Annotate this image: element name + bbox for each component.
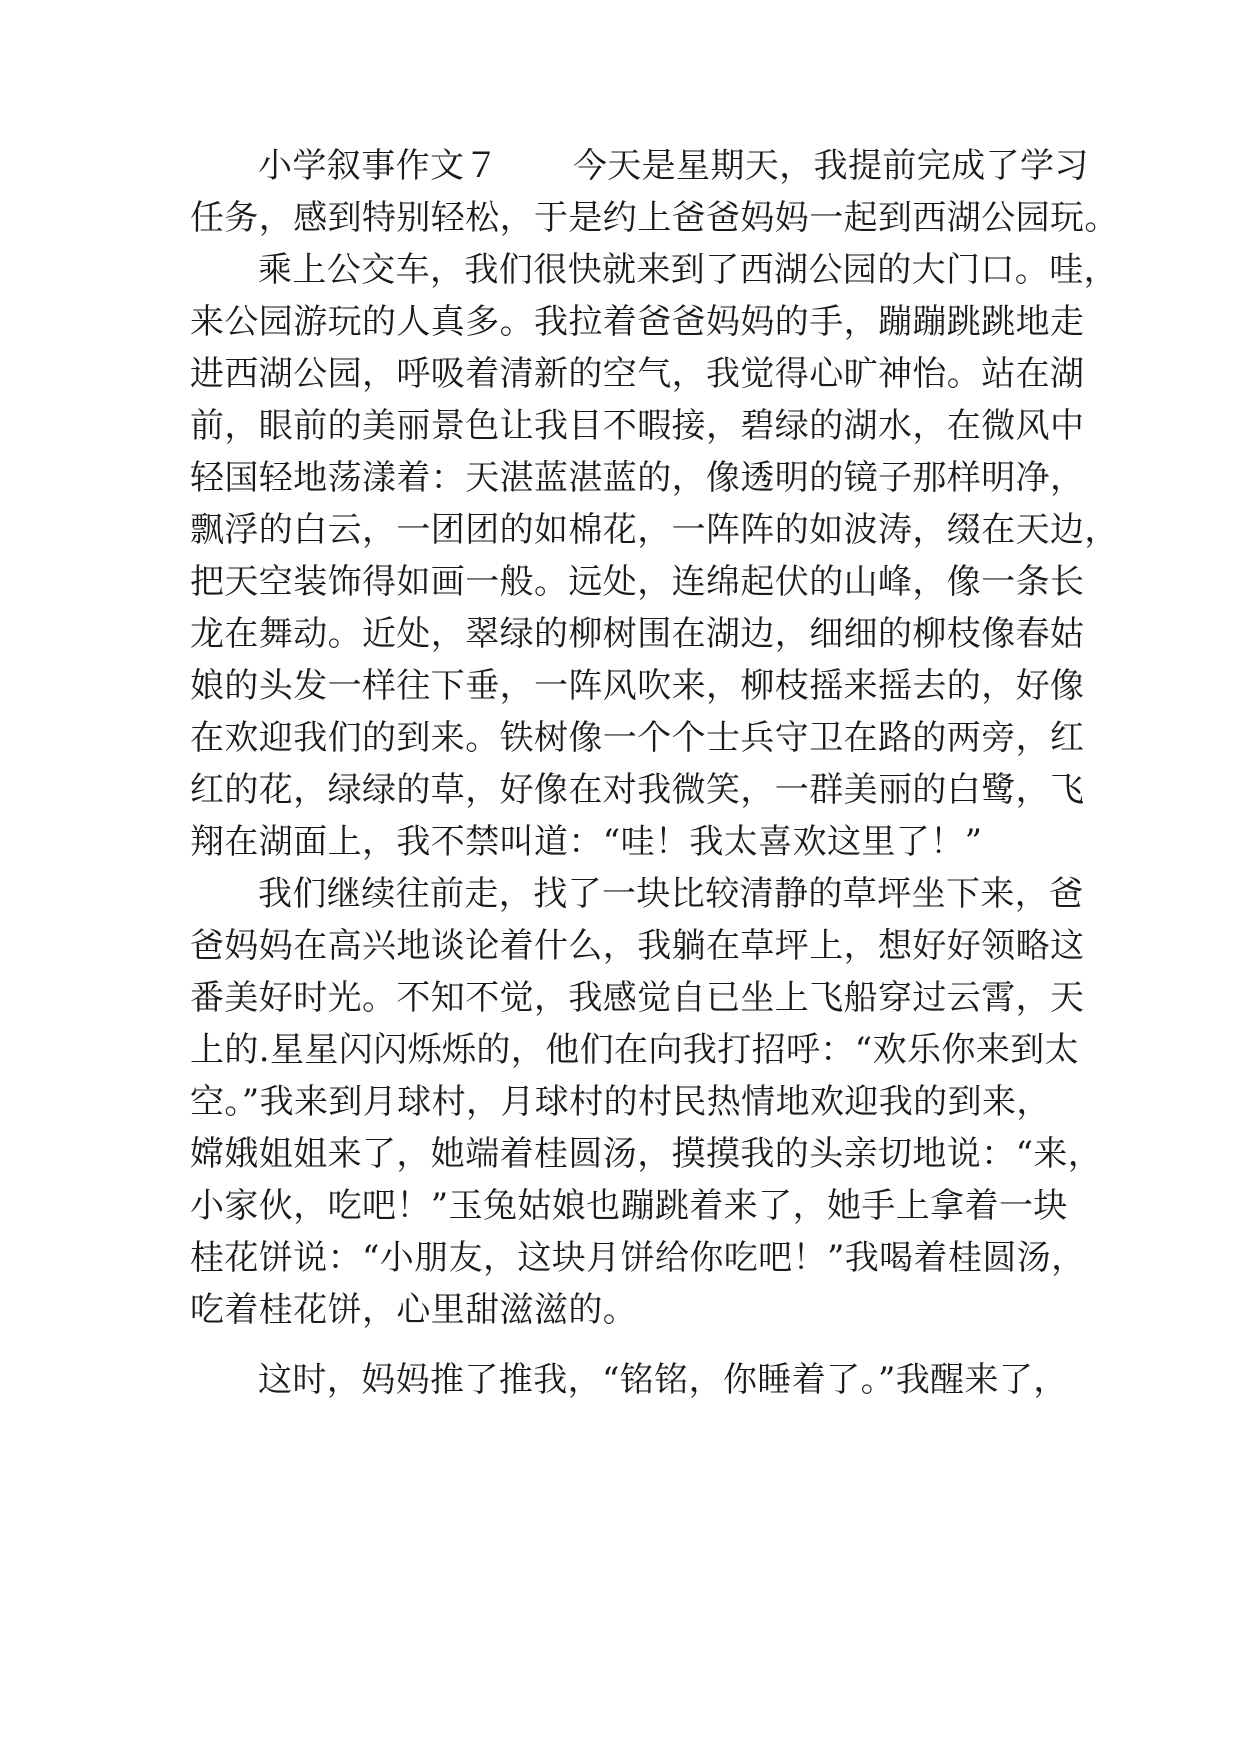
text-line: 进西湖公园，呼吸着清新的空气，我觉得心旷神怡。站在湖 (190, 354, 1085, 394)
text-line: 龙在舞动。近处，翠绿的柳树围在湖边，细细的柳枝像春姑 (190, 614, 1085, 654)
title-line (190, 146, 1089, 186)
text-line: 任务，感到特别轻松，于是约上爸爸妈妈一起到西湖公园玩。 (190, 198, 1119, 238)
text-line: 红的花，绿绿的草，好像在对我微笑，一群美丽的白鹭，飞 (190, 770, 1085, 810)
text-line: 飘浮的白云，一团团的如棉花，一阵阵的如波涛，缀在天边， (190, 510, 1119, 550)
text-line: 轻国轻地荡漾着：天湛蓝湛蓝的，像透明的镜子那样明净， (190, 458, 1085, 498)
text-line: 爸妈妈在高兴地谈论着什么，我躺在草坪上，想好好领略这 (190, 926, 1085, 966)
text-line: 嫦娥姐姐来了，她端着桂圆汤，摸摸我的头亲切地说：“来， (190, 1134, 1103, 1174)
text-line: 把天空装饰得如画一般。远处，连绵起伏的山峰，像一条长 (190, 562, 1085, 602)
text-line: 在欢迎我们的到来。铁树像一个个士兵守卫在路的两旁，红 (190, 718, 1085, 758)
text-line: 翔在湖面上，我不禁叫道：“哇！我太喜欢这里了！” (190, 822, 983, 862)
paragraph-text: 今天是星期天，我提前完成了学习 (572, 146, 1089, 186)
text-line: 娘的头发一样往下垂，一阵风吹来，柳枝摇来摇去的，好像 (190, 666, 1085, 706)
paragraph-start-line: 我们继续往前走，找了一块比较清静的草坪坐下来，爸 (258, 874, 1084, 914)
text-line: 前，眼前的美丽景色让我目不暇接，碧绿的湖水，在微风中 (190, 406, 1085, 446)
text-line: 上的.星星闪闪烁烁的，他们在向我打招呼：“欢乐你来到太 (190, 1030, 1079, 1070)
text-line: 空。”我来到月球村，月球村的村民热情地欢迎我的到来， (190, 1082, 1051, 1122)
paragraph-start-line: 这时，妈妈推了推我，“铭铭，你睡着了。”我醒来了， (258, 1360, 1068, 1400)
text-line: 番美好时光。不知不觉，我感觉自已坐上飞船穿过云霄，天 (190, 978, 1085, 1018)
text-line: 来公园游玩的人真多。我拉着爸爸妈妈的手，蹦蹦跳跳地走 (190, 302, 1085, 342)
text-line: 桂花饼说：“小朋友，这块月饼给你吃吧！”我喝着桂圆汤， (190, 1238, 1086, 1278)
essay-title: 小学叙事作文７ (258, 146, 499, 186)
text-line: 吃着桂花饼，心里甜滋滋的。 (190, 1290, 638, 1330)
paragraph-start-line: 乘上公交车，我们很快就来到了西湖公园的大门口。哇， (258, 250, 1118, 290)
text-line: 小家伙，吃吧！”玉兔姑娘也蹦跳着来了，她手上拿着一块 (190, 1186, 1068, 1226)
